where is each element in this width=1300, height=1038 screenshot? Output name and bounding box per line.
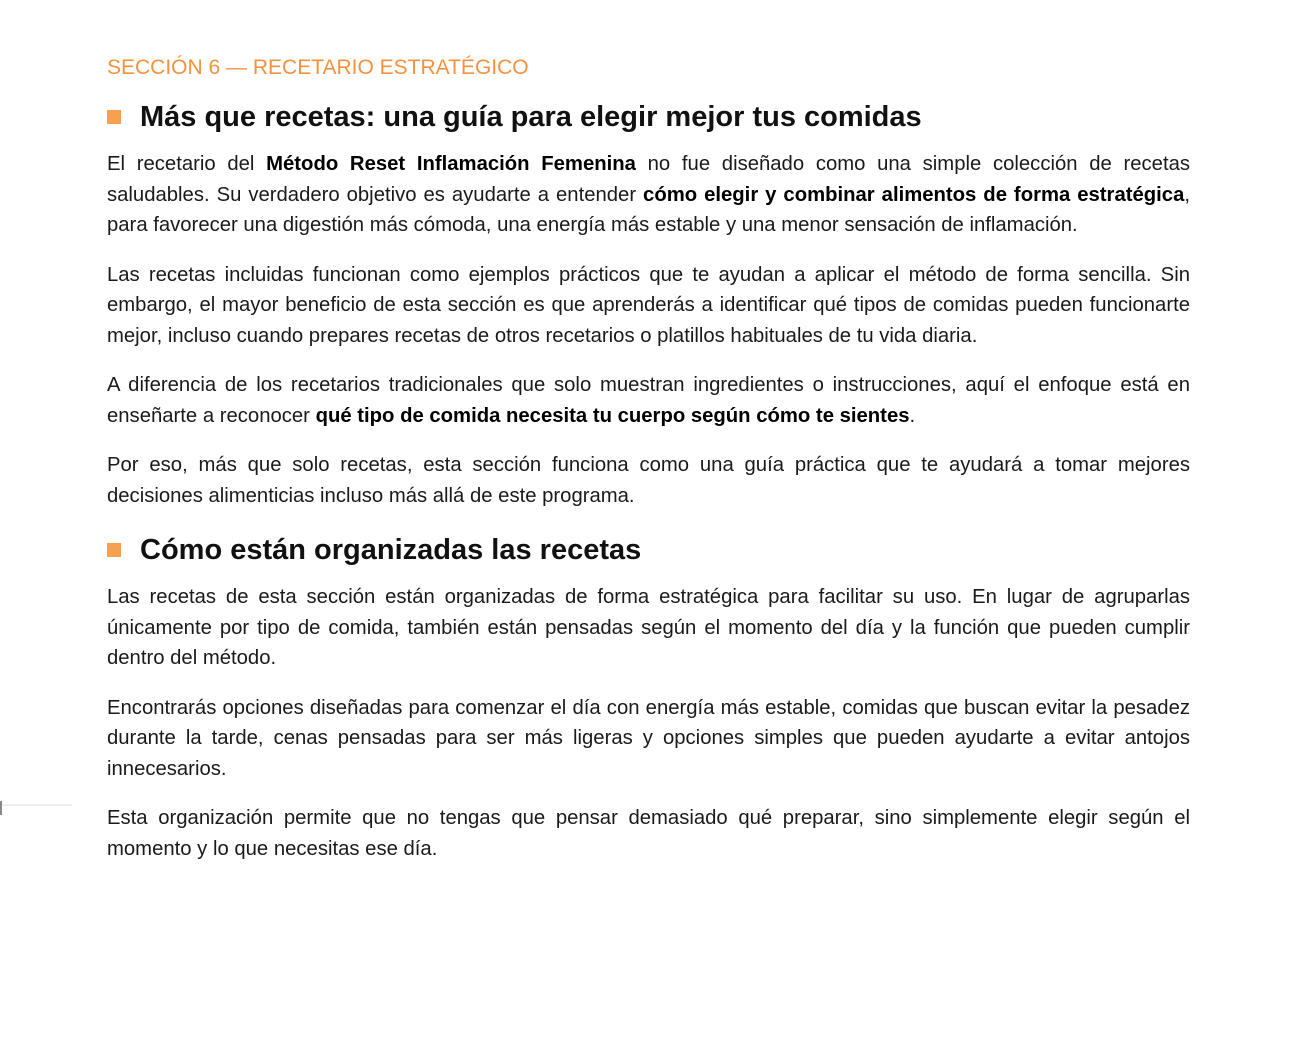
paragraph: Por eso, más que solo recetas, esta sección funciona como una guía práctica que te ayudará a tomar mejores decisiones alimenticias incluso más allá de este programa. xyxy=(107,454,1190,507)
heading-section1 xyxy=(107,97,1190,137)
bold-text: qué tipo de comida necesita tu cuerpo según cómo te sientes xyxy=(315,404,910,427)
paragraph xyxy=(107,370,1190,431)
section-label: SECCIÓN 6 — RECETARIO ESTRATÉGICO xyxy=(107,56,529,79)
paragraph xyxy=(107,149,1190,241)
bold-text: cómo elegir y combinar alimentos de forma estratégica xyxy=(643,183,1185,206)
text-span: . xyxy=(909,404,916,427)
text-span: no fue diseñado como una simple colección de recetas saludables. Su verdadero objetivo es ayudarte a entender xyxy=(107,153,1190,206)
heading-section2 xyxy=(107,530,1190,570)
page-edge-marker xyxy=(0,804,72,806)
document-page xyxy=(107,52,1190,883)
paragraph: Encontrarás opciones diseñadas para comenzar el día con energía más estable, comidas que buscan evitar la pesadez durante la tarde, cenas pensadas para ser más ligeras y opciones simples que pueden ayudarte a evitar antojos innecesarios. xyxy=(107,696,1190,780)
bold-text: Método Reset Inflamación Femenina xyxy=(266,153,636,175)
paragraph: Las recetas de esta sección están organizadas de forma estratégica para facilitar su uso. En lugar de agruparlas únicamente por tipo de comida, también están pensadas según el momento del día y la función que pueden cumplir dentro del método. xyxy=(107,586,1190,669)
square-bullet-icon xyxy=(107,543,121,557)
heading-text: Cómo están organizadas las recetas xyxy=(140,534,642,566)
text-span: El recetario del xyxy=(107,153,267,175)
paragraph: Esta organización permite que no tengas que pensar demasiado qué preparar, sino simplemente elegir según el momento y lo que necesitas ese día. xyxy=(107,807,1190,860)
heading-text: Más que recetas: una guía para elegir mejor tus comidas xyxy=(140,101,922,133)
text-span: , para favorecer una digestión más cómoda, una energía más estable y una menor sensación de inflamación. xyxy=(107,183,1190,236)
paragraph: Las recetas incluidas funcionan como ejemplos prácticos que te ayudan a aplicar el método de forma sencilla. Sin embargo, el mayor beneficio de esta sección es que aprenderás a identificar qué tipos de comidas pueden funcionarte mejor, incluso cuando prepares recetas de otros recetarios o platillos habituales de tu vida diaria. xyxy=(107,263,1190,347)
square-bullet-icon xyxy=(107,110,121,124)
text-span: A diferencia de los recetarios tradicionales que solo muestran ingredientes o instrucciones, aquí el enfoque está en enseñarte a reconocer xyxy=(107,374,1190,427)
